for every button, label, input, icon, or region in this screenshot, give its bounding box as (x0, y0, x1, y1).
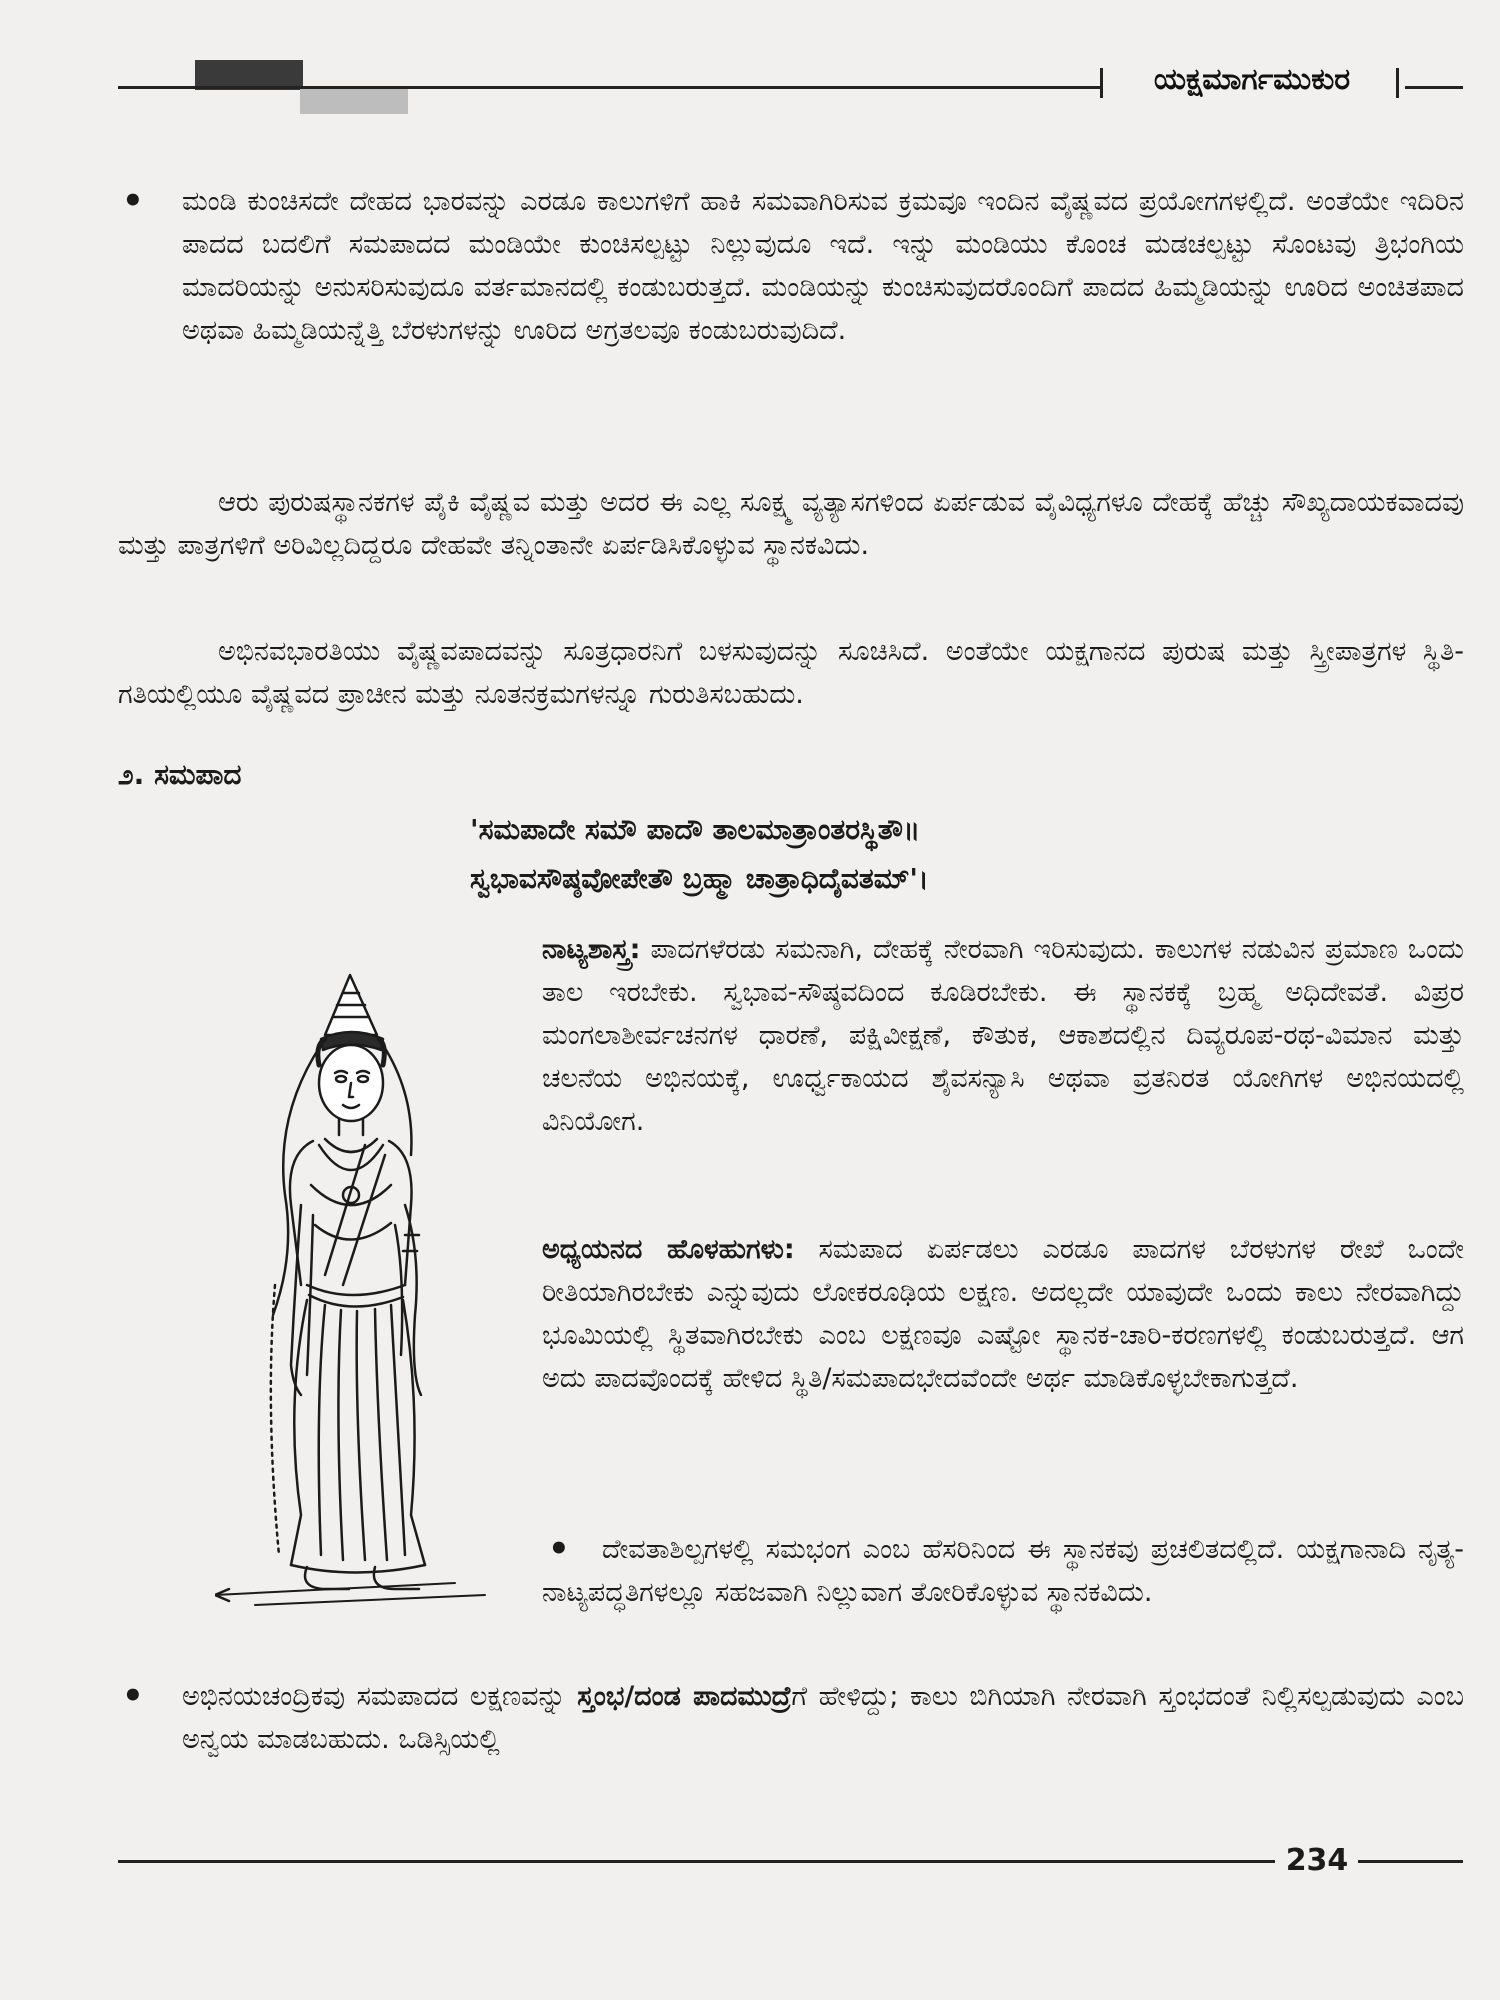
footer-rule-left (118, 1860, 1275, 1863)
study-notes-text: ಸಮಪಾದ ಏರ್ಪಡಲು ಎರಡೂ ಪಾದಗಳ ಬೆರಳುಗಳ ರೇಖೆ ಒಂದೇ ರೀತಿಯಾಗಿರಬೇಕು ಎನ್ನುವುದು ಲೋಕರೂಢಿಯ ಲಕ್ಷಣ. ಅದಲ್ಲದೇ ಯಾವುದೇ ಒಂದು ಕಾಲು ನೇರವಾಗಿದ್ದು ಭೂಮಿಯಲ್ಲಿ ಸ್ಥಿತವಾಗಿರಬೇಕು ಎಂಬ ಲಕ್ಷಣವೂ ಎಷ್ಟೋ ಸ್ಥಾನಕ-ಚಾರಿ-ಕರಣಗಳಲ್ಲಿ ಕಂಡುಬರುತ್ತದೆ. ಆಗ ಅದು ಪಾದವೊಂದಕ್ಕೆ ಹೇಳಿದ ಸ್ಥಿತಿ/ಸಮಪಾದಭೇದವೆಂದೇ ಅರ್ಥ ಮಾಡಿಕೊಳ್ಳಬೇಕಾಗುತ್ತದೆ. (542, 1234, 1465, 1394)
footer-rule-right (1358, 1860, 1463, 1863)
bullet-paragraph-2: ದೇವತಾಶಿಲ್ಪಗಳಲ್ಲಿ ಸಮಭಂಗ ಎಂಬ ಹೆಸರಿನಿಂದ ಈ ಸ್ಥಾನಕವು ಪ್ರಚಲಿತದಲ್ಲಿದೆ. ಯಕ್ಷಗಾನಾದಿ ನೃತ್ಯ-ನಾಟ್ಯಪದ್ಧತಿಗಳಲ್ಲೂ ಸಹಜವಾಗಿ ನಿಲ್ಲುವಾಗ ತೋರಿಕೊಳ್ಳುವ ಸ್ಥಾನಕವಿದು. (542, 1534, 1464, 1608)
verse-line-2: ಸ್ವಭಾವಸೌಷ್ಠವೋಪೇತೌ ಬ್ರಹ್ಮಾ ಚಾತ್ರಾಧಿದೈವತಮ್'। (470, 862, 929, 895)
study-notes-paragraph (542, 1228, 1464, 1400)
header-decor-light (300, 88, 408, 114)
bullet3-text-start: ಅಭಿನಯಚಂದ್ರಿಕವು ಸಮಪಾದದ ಲಕ್ಷಣವನ್ನು (182, 1681, 578, 1712)
header-rule (118, 86, 1100, 89)
bullet-paragraph-1: ಮಂಡಿ ಕುಂಚಿಸದೇ ದೇಹದ ಭಾರವನ್ನು ಎರಡೂ ಕಾಲುಗಳಿಗೆ ಹಾಕಿ ಸಮವಾಗಿರಿಸುವ ಕ್ರಮವೂ ಇಂದಿನ ವೈಷ್ಣವದ ಪ್ರಯೋಗಗಳಲ್ಲಿದೆ. ಅಂತೆಯೇ ಇದಿರಿನ ಪಾದದ ಬದಲಿಗೆ ಸಮಪಾದದ ಮಂಡಿಯೇ ಕುಂಚಿಸಲ್ಪಟ್ಟು ನಿಲ್ಲುವುದೂ ಇದೆ. ಇನ್ನು ಮಂಡಿಯು ಕೊಂಚ ಮಡಚಲ್ಪಟ್ಟು ಸೊಂಟವು ತ್ರಿಭಂಗಿಯ ಮಾದರಿಯನ್ನು ಅನುಸರಿಸುವುದೂ ವರ್ತಮಾನದಲ್ಲಿ ಕಂಡುಬರುತ್ತದೆ. ಮಂಡಿಯನ್ನು ಕುಂಚಿಸುವುದರೊಂದಿಗೆ ಪಾದದ ಹಿಮ್ಮಡಿಯನ್ನು ಊರಿದ ಅಂಚಿತಪಾದ ಅಥವಾ ಹಿಮ್ಮಡಿಯನ್ನೆತ್ತಿ ಬೆರಳುಗಳನ್ನು ಊರಿದ ಅಗ್ರತಲವೂ ಕಂಡುಬರುವುದಿದೆ. (182, 186, 1464, 346)
natyashastra-text: ಪಾದಗಳೆರಡು ಸಮನಾಗಿ, ದೇಹಕ್ಕೆ ನೇರವಾಗಿ ಇರಿಸುವುದು. ಕಾಲುಗಳ ನಡುವಿನ ಪ್ರಮಾಣ ಒಂದು ತಾಲ ಇರಬೇಕು. ಸ್ವಭಾವ-ಸೌಷ್ಠವದಿಂದ ಕೂಡಿರಬೇಕು. ಈ ಸ್ಥಾನಕಕ್ಕೆ ಬ್ರಹ್ಮ ಅಧಿದೇವತೆ. ವಿಪ್ರರ ಮಂಗಲಾಶೀರ್ವಚನಗಳ ಧಾರಣೆ, ಪಕ್ಷಿವೀಕ್ಷಣೆ, ಕೌತುಕ, ಆಕಾಶದಲ್ಲಿನ ದಿವ್ಯರೂಪ-ರಥ-ವಿಮಾನ ಮತ್ತು ಚಲನೆಯ ಅಭಿನಯಕ್ಕೆ, ಊರ್ಧ್ವಕಾಯದ ಶೈವಸನ್ಯಾಸಿ ಅಥವಾ ವ್ರತನಿರತ ಯೋಗಿಗಳ ಅಭಿನಯದಲ್ಲಿ ವಿನಿಯೋಗ. (542, 934, 1464, 1137)
paragraph-1: ಆರು ಪುರುಷಸ್ಥಾನಕಗಳ ಪೈಕಿ ವೈಷ್ಣವ ಮತ್ತು ಅದರ ಈ ಎಲ್ಲ ಸೂಕ್ಷ್ಮ ವ್ಯತ್ಯಾಸಗಳಿಂದ ಏರ್ಪಡುವ ವೈವಿಧ್ಯಗಳೂ ದೇಹಕ್ಕೆ ಹೆಚ್ಚು ಸೌಖ್ಯದಾಯಕವಾದವು ಮತ್ತು ಪಾತ್ರಗಳಿಗೆ ಅರಿವಿಲ್ಲದಿದ್ದರೂ ದೇಹವೇ ತನ್ನಿಂತಾನೇ ಏರ್ಪಡಿಸಿಕೊಳ್ಳುವ ಸ್ಥಾನಕವಿದು. (118, 487, 1464, 561)
samapada-dancer-illustration (215, 955, 525, 1615)
natyashastra-label: ನಾಟ್ಯಶಾಸ್ತ್ರ: (542, 934, 641, 965)
bullet3-text-end: ಗೆ ಹೇಳಿದ್ದು; ಕಾಲು ಬಿಗಿಯಾಗಿ ನೇರವಾಗಿ ಸ್ತಂಭದಂತೆ ನಿಲ್ಲಿಸಲ್ಪಡುವುದು ಎಂಬ ಅನ್ವಯ ಮಾಡಬಹುದು. ಒಡಿಸ್ಸಿಯಲ್ಲಿ (182, 1681, 1464, 1755)
header-divider-left (1100, 68, 1103, 98)
verse-line-1: 'ಸಮಪಾದೇ ಸಮೌ ಪಾದೌ ತಾಲಮಾತ್ರಾಂತರಸ್ಥಿತೌ॥ (470, 813, 921, 846)
running-header-title: ಯಕ್ಷಮಾರ್ಗಮುಕುರ (1153, 62, 1351, 97)
paragraph-2: ಅಭಿನವಭಾರತಿಯು ವೈಷ್ಣವಪಾದವನ್ನು ಸೂತ್ರಧಾರನಿಗೆ ಬಳಸುವುದನ್ನು ಸೂಚಿಸಿದೆ. ಅಂತೆಯೇ ಯಕ್ಷಗಾನದ ಪುರುಷ ಮತ್ತು ಸ್ತ್ರೀಪಾತ್ರಗಳ ಸ್ಥಿತಿ-ಗತಿಯಲ್ಲಿಯೂ ವೈಷ್ಣವದ ಪ್ರಾಚೀನ ಮತ್ತು ನೂತನಕ್ರಮಗಳನ್ನೂ ಗುರುತಿಸಬಹುದು. (118, 636, 1464, 710)
bullet-icon: • (122, 181, 144, 221)
bullet3-bold-term: ಸ್ತಂಭ/ದಂಡ ಪಾದಮುದ್ರೆ (577, 1681, 792, 1712)
bullet-paragraph-3 (182, 1675, 1464, 1761)
section-heading: ೨. ಸಮಪಾದ (118, 758, 242, 791)
page-number: 234 (1282, 1843, 1352, 1878)
natyashastra-paragraph (542, 928, 1464, 1143)
header-rule-right (1405, 86, 1463, 89)
header-divider-right (1396, 68, 1399, 98)
bullet-icon: • (548, 1529, 570, 1569)
study-notes-label: ಅಧ್ಯಯನದ ಹೊಳಹುಗಳು: (542, 1234, 795, 1265)
bullet-icon: • (122, 1676, 144, 1716)
